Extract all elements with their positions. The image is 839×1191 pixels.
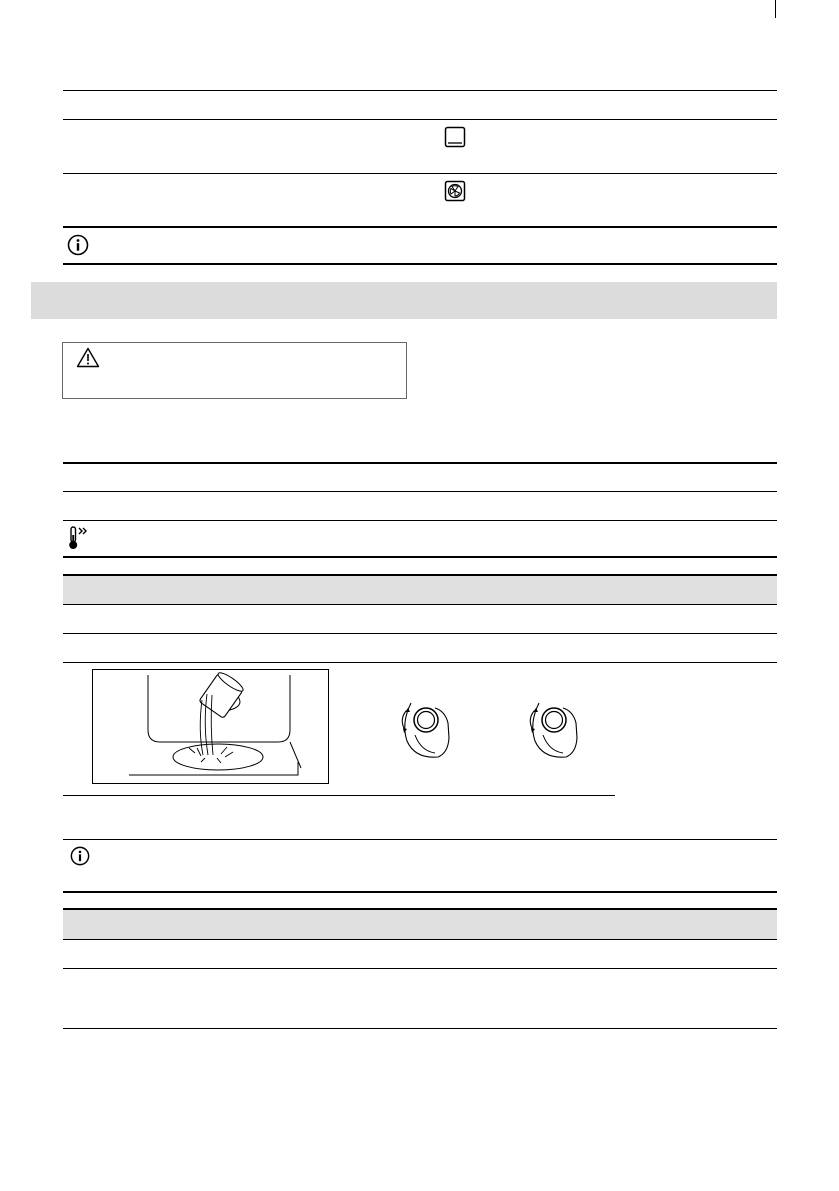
info-icon — [70, 846, 90, 866]
table-rule — [63, 462, 777, 464]
table-rule — [63, 90, 777, 91]
info-icon — [67, 234, 89, 256]
table-rule — [63, 173, 777, 174]
warning-triangle-icon — [76, 347, 100, 368]
table-rule — [63, 633, 777, 634]
warning-box — [62, 342, 407, 399]
section-heading-band — [31, 282, 777, 319]
fan-icon — [444, 180, 466, 202]
knob-turn-icon — [521, 693, 581, 763]
table-rule — [63, 491, 777, 492]
table-rule — [63, 662, 777, 663]
table-rule — [63, 939, 777, 940]
knob-turn-icon — [393, 693, 453, 763]
table-rule — [63, 891, 777, 893]
pouring-water-illustration — [92, 669, 329, 784]
table-header-band — [63, 576, 777, 604]
oven-light-icon — [444, 126, 466, 148]
table-header-band — [63, 910, 777, 939]
table-rule — [63, 1028, 777, 1029]
table-rule — [63, 604, 777, 605]
fast-heatup-thermometer-icon — [66, 525, 92, 551]
table-rule — [63, 226, 777, 228]
table-rule — [63, 119, 777, 120]
table-rule — [63, 556, 777, 558]
table-rule — [63, 520, 777, 521]
crop-mark — [775, 0, 776, 18]
table-rule — [63, 968, 777, 969]
table-rule — [63, 839, 777, 840]
illustration-rule — [63, 795, 615, 796]
table-rule — [63, 263, 777, 265]
